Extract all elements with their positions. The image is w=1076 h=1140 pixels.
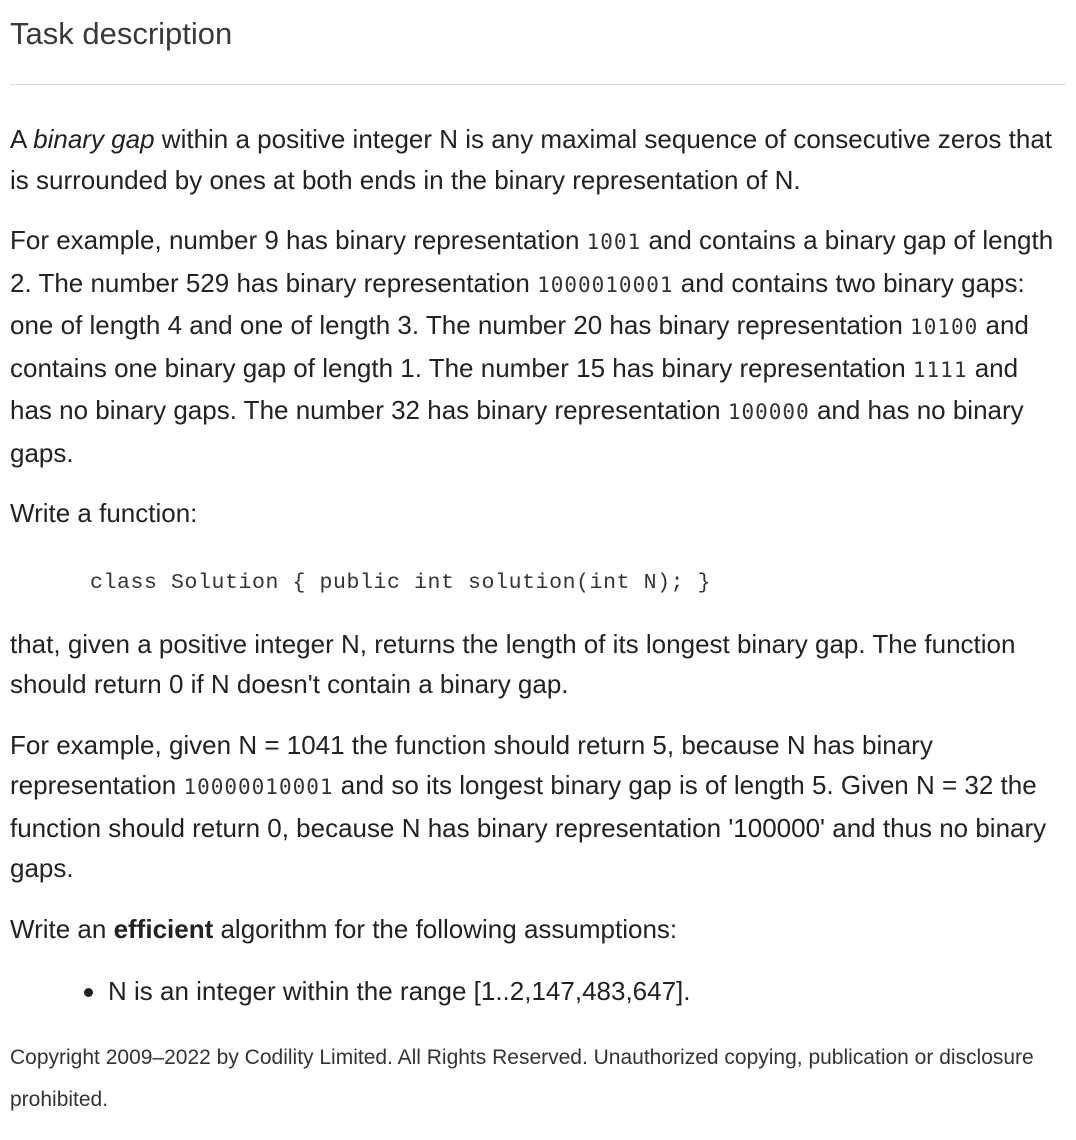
text-segment: and has no binary gaps. The number 32 has binary representation [10, 352, 1019, 425]
page-title: Task description [10, 16, 233, 51]
examples-paragraph [10, 220, 1060, 473]
text-segment: and has no binary gaps. [10, 395, 1024, 468]
write-function-paragraph: Write a function: [10, 498, 198, 528]
return-spec-paragraph: that, given a positive integer N, returns the length of its longest binary gap. The function should return 0 if N doesn't contain a binary gap. [10, 628, 1016, 699]
emphasis-efficient: efficient [113, 913, 214, 944]
binary-code-100000: 100000 [727, 400, 810, 424]
text-segment: and contains two binary gaps: one of length 4 and one of length 3. The number 20 has binary representation [10, 267, 1025, 340]
binary-code-10000010001: 10000010001 [183, 775, 334, 799]
bullet-icon [84, 988, 93, 997]
text-segment: within a positive integer N is any maximal sequence of consecutive zeros that is surrounded by ones at both ends in the binary representation of N. [10, 124, 1053, 195]
binary-code-1111: 1111 [912, 357, 968, 382]
text-segment: and contains a binary gap of length 2. The number 529 has binary representation [10, 225, 1054, 298]
text-segment: algorithm for the following assumptions: [213, 913, 678, 944]
function-signature-code: class Solution { public int solution(int N); } [90, 570, 712, 595]
example-return-paragraph [10, 725, 1060, 889]
binary-code-1000010001: 1000010001 [537, 272, 674, 297]
list-item [108, 971, 1060, 1011]
text-segment: A [10, 124, 34, 154]
text-segment: and contains one binary gap of length 1. The number 15 has binary representation [10, 310, 1029, 383]
definition-paragraph [10, 119, 1060, 200]
text-segment: For example, number 9 has binary representation [10, 225, 587, 255]
assumption-text: N is an integer within the range [1..2,147,483,647]. [108, 976, 691, 1006]
text-segment: Write an [10, 913, 114, 944]
copyright-notice: Copyright 2009–2022 by Codility Limited. All Rights Reserved. Unauthorized copying, publication or disclosure prohibited. [10, 1046, 1034, 1111]
efficiency-paragraph [10, 909, 1060, 950]
term-binary-gap: binary gap [33, 124, 155, 154]
title-divider [10, 84, 1066, 85]
text-segment: and so its longest binary gap is of length 5. Given N = 32 the function should return 0, because N has binary representation '100000' and thus no binary gaps. [10, 770, 1047, 883]
task-body [10, 119, 1060, 1025]
text-segment: For example, given N = 1041 the function should return 5, because N has binary representation [10, 729, 933, 800]
binary-code-1001: 1001 [586, 230, 642, 254]
binary-code-10100: 10100 [910, 315, 979, 339]
assumptions-list [10, 971, 1060, 1011]
